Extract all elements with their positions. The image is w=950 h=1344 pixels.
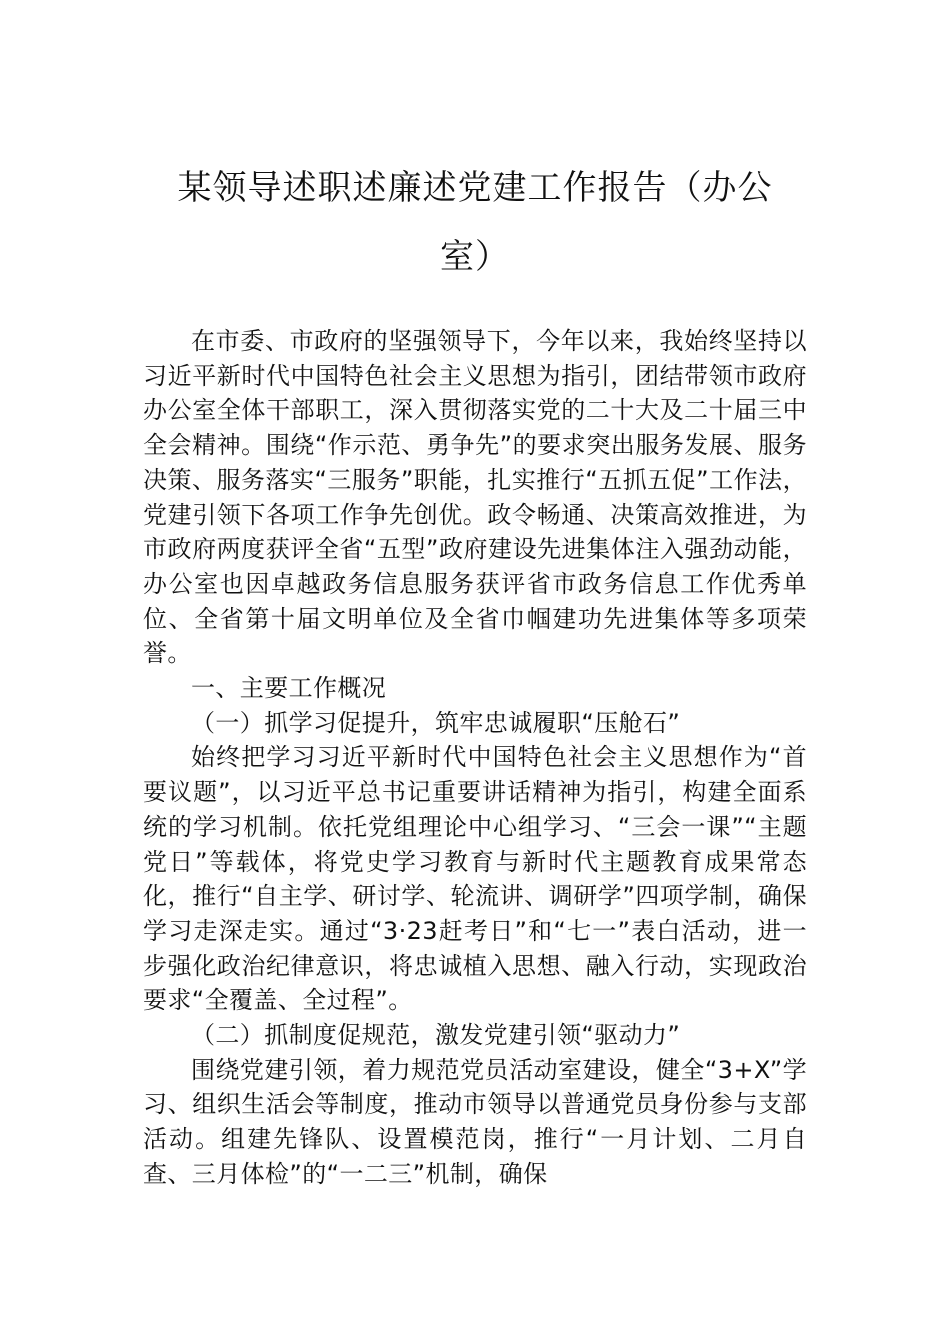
subsection-heading-1: （一）抓学习促提升，筑牢忠诚履职“压舱石” <box>191 708 681 737</box>
subsection-1-paragraph: 始终把学习习近平新时代中国特色社会主义思想作为“首要议题”，以习近平总书记重要讲话精神为指引，构建全面系统的学习机制。依托党组理论中心组学习、“三会一课”“主题党日”等载体，将党史学习教育与新时代主题教育成果常态化，推行“自主学、研讨学、轮流讲、调研学”四项学制，确保学习走深走实。通过“3·23赶考日”和“七一”表白活动，进一步强化政治纪律意识，将忠诚植入思想、融入行动，实现政治要求“全覆盖、全过程”。 <box>143 743 807 1015</box>
intro-paragraph: 在市委、市政府的坚强领导下，今年以来，我始终坚持以习近平新时代中国特色社会主义思想为指引，团结带领市政府办公室全体干部职工，深入贯彻落实党的二十大及二十届三中全会精神。围绕“作示范、勇争先”的要求突出服务发展、服务决策、服务落实“三服务”职能，扎实推行“五抓五促”工作法，党建引领下各项工作争先创优。政令畅通、决策高效推进，为市政府两度获评全省“五型”政府建设先进集体注入强劲动能，办公室也因卓越政务信息服务获评省市政务信息工作优秀单位、全省第十届文明单位及全省巾帼建功先进集体等多项荣誉。 <box>143 327 807 668</box>
subsection-2-paragraph: 围绕党建引领，着力规范党员活动室建设，健全“3+X”学习、组织生活会等制度，推动市领导以普通党员身份参与支部活动。组建先锋队、设置模范岗，推行“一月计划、二月自查、三月体检”的“一二三”机制，确保 <box>143 1055 807 1188</box>
subsection-heading-2: （二）抓制度促规范，激发党建引领“驱动力” <box>191 1021 681 1050</box>
document-body <box>143 324 807 1192</box>
document-title-line-2: 室） <box>440 237 510 277</box>
section-heading-main-work: 一、主要工作概况 <box>191 674 387 703</box>
document-title-line-1: 某领导述职述廉述党建工作报告（办公 <box>177 168 773 208</box>
